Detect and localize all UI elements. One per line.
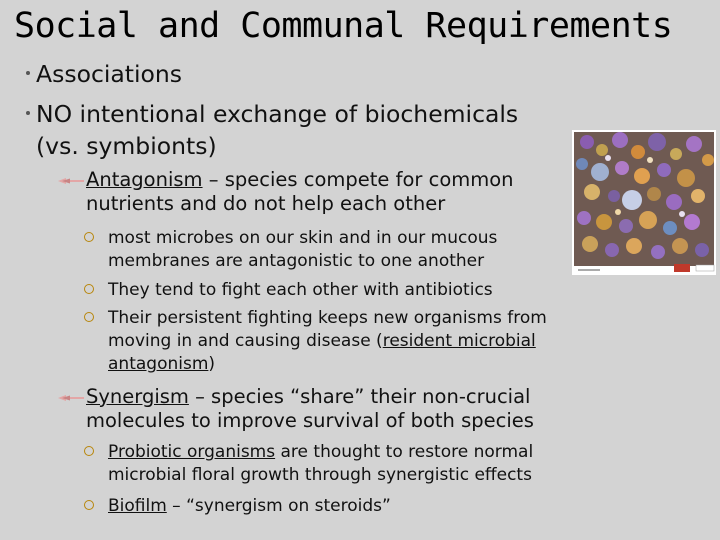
bullet-text: Associations [36,60,183,88]
bullet-synergism [86,385,534,433]
sub-bullet-fighting [108,307,547,376]
sub-bullet-probiotic [108,441,533,487]
circle-bullet-icon [84,232,94,242]
sub-bullet-text: most microbes on our skin and in our mucous [108,228,498,248]
term-resident-microbial-antagonism-cont: antagonism [108,354,209,374]
circle-bullet-icon [84,312,94,322]
term-probiotic-organisms: Probiotic organisms [108,442,276,462]
antagonism-def: – species compete for common [202,168,514,191]
sub-bullet-text: Their persistent fighting keeps new organisms from [108,308,547,328]
sub-bullet-text-cont: membranes are antagonistic to one another [108,251,485,271]
synergism-def-cont: molecules to improve survival of both species [86,409,534,432]
bullet-antagonism [86,168,514,216]
circle-bullet-icon [84,446,94,456]
bullet-associations [36,58,182,90]
bullet-text: NO intentional exchange of biochemicals [36,100,519,128]
dot-bullet-icon [26,71,30,75]
sub-bullet-antibiotics [108,279,493,302]
synergism-def: – species “share” their non-crucial [188,385,531,408]
sub-bullet-text: are thought to restore normal [275,442,534,462]
ribbon-arrow-bullet-icon [58,395,84,401]
antagonism-def-cont: nutrients and do not help each other [86,192,446,215]
sub-bullet-text-cont: moving in and causing disease ( [108,331,383,351]
sub-bullet-text: – “synergism on steroids” [166,496,391,516]
sub-bullet-text-end: ) [208,354,216,374]
sub-bullet-microbes [108,227,497,273]
circle-bullet-icon [84,500,94,510]
slide-title: Social and Communal Requirements [14,6,673,46]
term-antagonism: Antagonism [86,168,203,191]
term-synergism: Synergism [86,385,189,408]
biofilm-micrograph-image [572,130,716,275]
dot-bullet-icon [26,111,30,115]
sub-bullet-biofilm [108,495,391,518]
ribbon-arrow-bullet-icon [58,178,84,184]
circle-bullet-icon [84,284,94,294]
term-biofilm: Biofilm [108,496,167,516]
bullet-no-exchange [36,98,518,162]
sub-bullet-text: They tend to fight each other with antibiotics [108,280,493,300]
sub-bullet-text-cont: microbial floral growth through synergistic effects [108,465,532,485]
term-resident-microbial-antagonism: resident microbial [382,331,536,351]
bullet-text-cont: (vs. symbionts) [36,132,217,160]
